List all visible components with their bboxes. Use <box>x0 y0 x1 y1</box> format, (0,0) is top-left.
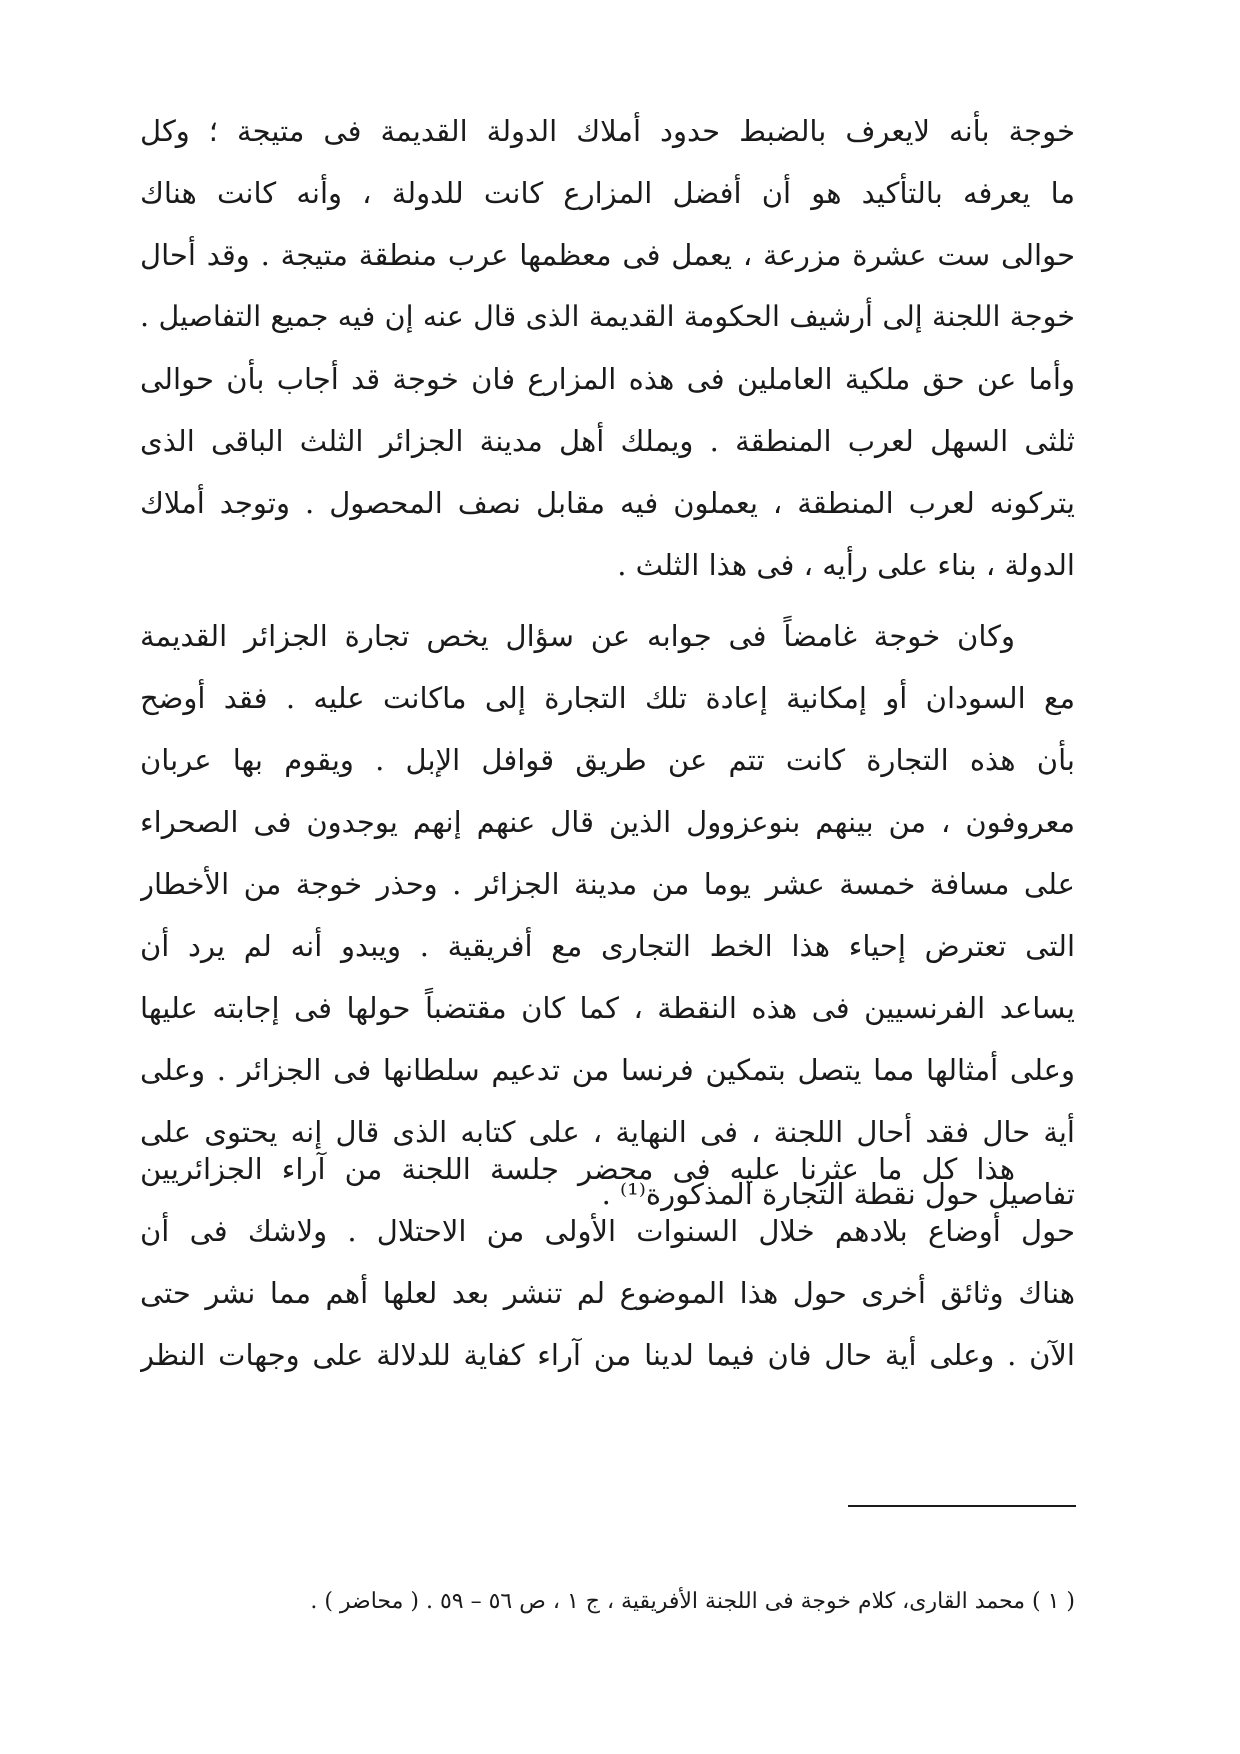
paragraph-line: هناك وثائق أخرى حول هذا الموضوع لم تنشر بعد لعلها أهم مما نشر حتى <box>140 1276 1075 1310</box>
paragraph-line: مع السودان أو إمكانية إعادة تلك التجارة إلى ماكانت عليه . فقد أوضح <box>140 681 1075 715</box>
paragraph-1 <box>140 100 1075 596</box>
paragraph-line: هذا كل ما عثرنا عليه فى محضر جلسة اللجنة من آراء الجزائريين <box>140 1152 1015 1186</box>
paragraph-line: وكان خوجة غامضاً فى جوابه عن سؤال يخص تجارة الجزائر القديمة <box>140 619 1015 653</box>
paragraph-line: ثلثى السهل لعرب المنطقة . ويملك أهل مدينة الجزائر الثلث الباقى الذى <box>140 424 1075 458</box>
paragraph-line: معروفون ، من بينهم بنوعزوول الذين قال عنهم إنهم يوجدون فى الصحراء <box>140 805 1075 839</box>
paragraph-line: حوالى ست عشرة مزرعة ، يعمل فى معظمها عرب منطقة متيجة . وقد أحال <box>140 238 1075 272</box>
paragraph-2 <box>140 605 1075 1225</box>
paragraph-line: وأما عن حق ملكية العاملين فى هذه المزارع فان خوجة قد أجاب بأن حوالى <box>140 362 1075 396</box>
paragraph-line: أية حال فقد أحال اللجنة ، فى النهاية ، على كتابه الذى قال إنه يحتوى على <box>140 1115 1075 1149</box>
paragraph-line: على مسافة خمسة عشر يوما من مدينة الجزائر . وحذر خوجة من الأخطار <box>140 867 1075 901</box>
paragraph-line: بأن هذه التجارة كانت تتم عن طريق قوافل الإبل . ويقوم بها عربان <box>140 743 1075 777</box>
paragraph-line: يساعد الفرنسيين فى هذه النقطة ، كما كان مقتضباً حولها فى إجابته عليها <box>140 991 1075 1025</box>
paragraph-line: وعلى أمثالها مما يتصل بتمكين فرنسا من تدعيم سلطانها فى الجزائر . وعلى <box>140 1053 1075 1087</box>
paragraph-line: تفاصيل حول نقطة التجارة المذكورة⁽¹⁾ . <box>601 1177 1075 1211</box>
paragraph-line: الدولة ، بناء على رأيه ، فى هذا الثلث . <box>617 548 1075 582</box>
paragraph-3 <box>140 1138 1075 1386</box>
paragraph-line: خوجة اللجنة إلى أرشيف الحكومة القديمة الذى قال عنه إن فيه جميع التفاصيل . <box>140 300 1075 333</box>
footnote-divider <box>848 1505 1076 1507</box>
paragraph-line: خوجة بأنه لايعرف بالضبط حدود أملاك الدولة القديمة فى متيجة ؛ وكل <box>140 114 1075 148</box>
paragraph-line: يتركونه لعرب المنطقة ، يعملون فيه مقابل نصف المحصول . وتوجد أملاك <box>140 486 1075 520</box>
paragraph-line: حول أوضاع بلادهم خلال السنوات الأولى من الاحتلال . ولاشك فى أن <box>140 1214 1075 1248</box>
paragraph-line: التى تعترض إحياء هذا الخط التجارى مع أفريقية . ويبدو أنه لم يرد أن <box>140 929 1075 963</box>
paragraph-line: الآن . وعلى أية حال فان فيما لدينا من آراء كفاية للدلالة على وجهات النظر <box>140 1338 1075 1372</box>
footnote: ( ١ ) محمد القارى، كلام خوجة فى اللجنة الأفريقية ، ج ١ ، ص ٥٦ – ٥٩ . ( محاضر ) . <box>310 1589 1075 1614</box>
paragraph-line: ما يعرفه بالتأكيد هو أن أفضل المزارع كانت للدولة ، وأنه كانت هناك <box>140 176 1075 210</box>
